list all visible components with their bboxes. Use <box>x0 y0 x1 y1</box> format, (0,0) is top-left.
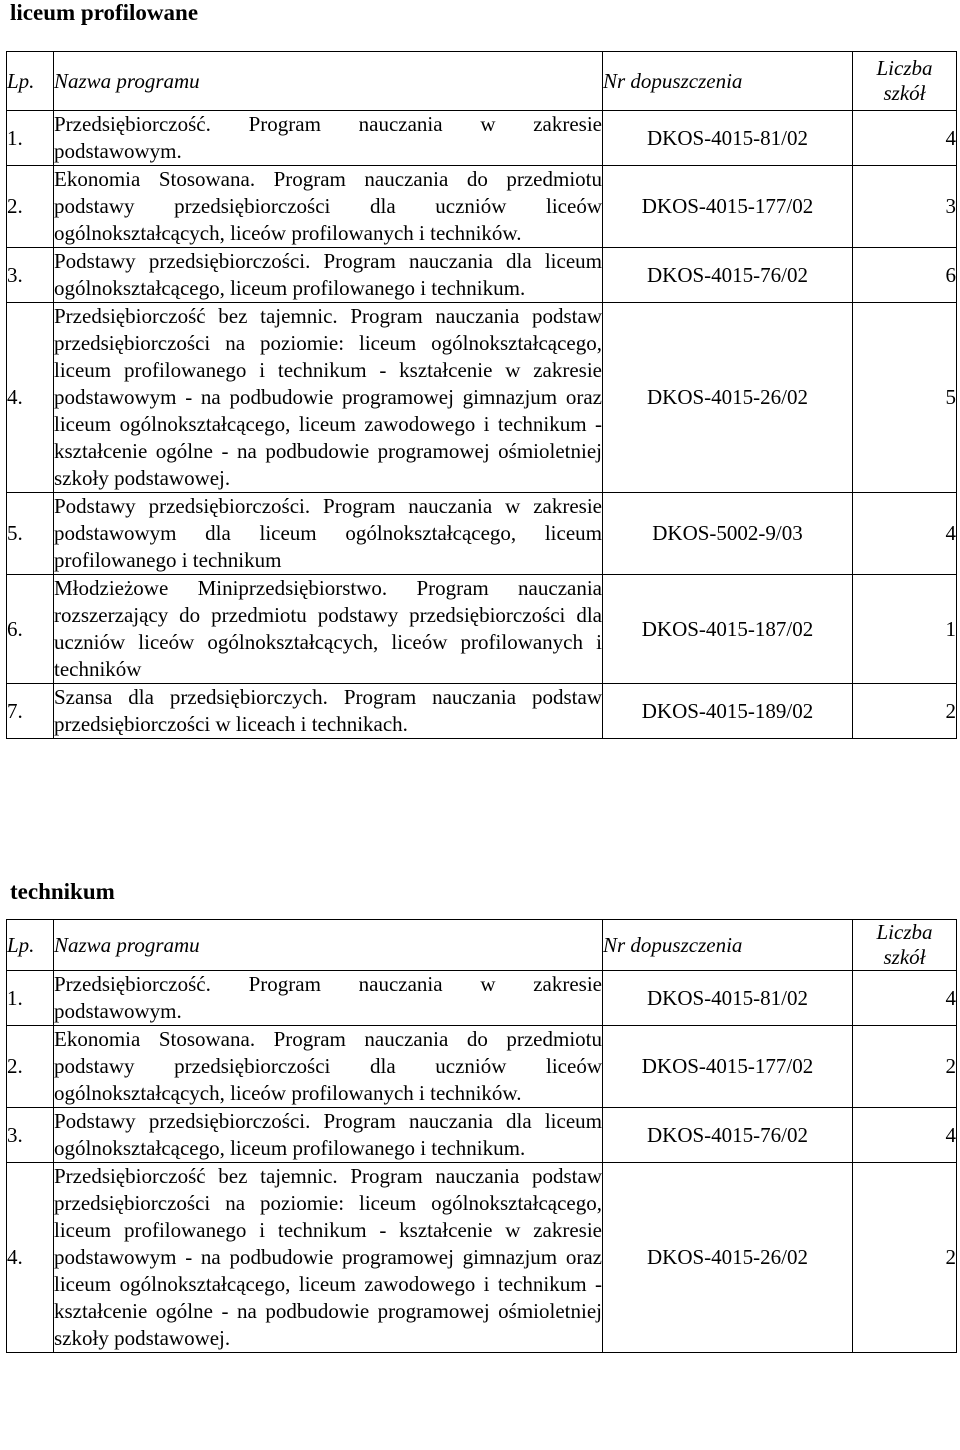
row-nr: DKOS-4015-81/02 <box>603 111 853 166</box>
row-count: 2 <box>853 1163 957 1353</box>
row-count: 4 <box>853 111 957 166</box>
row-nr: DKOS-4015-26/02 <box>603 1163 853 1353</box>
programs-table-technikum <box>6 919 957 1353</box>
row-name-text: Przedsiębiorczość bez tajemnic. Program nauczania podstaw przedsiębiorczości na poziomie: liceum ogólnokształcącego, liceum profilowanego i technikum - kształcenie w zakresie podstawowym - na podbudowie programowej gimnazjum oraz liceum ogólnokształcącego, liceum zawodowego i technikum - kształcenie ogólne - na podbudowie programowej ośmioletniej szkoły podstawowej. <box>54 304 602 490</box>
header-lp: Lp. <box>7 52 54 111</box>
row-nr: DKOS-4015-189/02 <box>603 684 853 739</box>
row-name <box>54 971 603 1026</box>
row-count: 4 <box>853 971 957 1026</box>
header-nr: Nr dopuszczenia <box>603 52 853 111</box>
row-nr: DKOS-4015-76/02 <box>603 1108 853 1163</box>
row-nr: DKOS-5002-9/03 <box>603 493 853 575</box>
row-name <box>54 493 603 575</box>
row-lp: 3. <box>7 1108 54 1163</box>
table-row <box>7 166 957 248</box>
header-count <box>853 920 957 971</box>
table-row <box>7 111 957 166</box>
row-name-text: Przedsiębiorczość. Program nauczania w zakresie podstawowym. <box>54 112 602 163</box>
table-row <box>7 493 957 575</box>
row-lp: 3. <box>7 248 54 303</box>
section-title-liceum-profilowane: liceum profilowane <box>10 0 199 25</box>
row-name-text: Podstawy przedsiębiorczości. Program nauczania dla liceum ogólnokształcącego, liceum profilowanego i technikum. <box>54 1109 602 1160</box>
header-count-line2: szkół <box>883 81 926 105</box>
row-lp: 7. <box>7 684 54 739</box>
row-count: 2 <box>853 684 957 739</box>
row-name <box>54 684 603 739</box>
row-name <box>54 111 603 166</box>
row-name <box>54 166 603 248</box>
row-name-text: Przedsiębiorczość. Program nauczania w zakresie podstawowym. <box>54 972 602 1023</box>
row-name <box>54 575 603 684</box>
table-row <box>7 1108 957 1163</box>
section-title-technikum: technikum <box>10 879 115 904</box>
row-count: 5 <box>853 303 957 493</box>
row-lp: 5. <box>7 493 54 575</box>
header-count <box>853 52 957 111</box>
header-nr: Nr dopuszczenia <box>603 920 853 971</box>
header-name: Nazwa programu <box>54 52 603 111</box>
row-nr: DKOS-4015-26/02 <box>603 303 853 493</box>
row-count: 4 <box>853 493 957 575</box>
header-count-line2: szkół <box>883 945 926 969</box>
row-name-text: Ekonomia Stosowana. Program nauczania do przedmiotu podstawy przedsiębiorczości dla uczniów liceów ogólnokształcących, liceów profilowanych i techników. <box>54 167 602 245</box>
row-count: 6 <box>853 248 957 303</box>
table-row <box>7 248 957 303</box>
row-lp: 1. <box>7 971 54 1026</box>
programs-table-liceum-profilowane <box>6 51 957 739</box>
row-lp: 1. <box>7 111 54 166</box>
row-name <box>54 1026 603 1108</box>
row-name-text: Przedsiębiorczość bez tajemnic. Program nauczania podstaw przedsiębiorczości na poziomie: liceum ogólnokształcącego, liceum profilowanego i technikum - kształcenie w zakresie podstawowym - na podbudowie programowej gimnazjum oraz liceum ogólnokształcącego, liceum zawodowego i technikum - kształcenie ogólne - na podbudowie programowej ośmioletniej szkoły podstawowej. <box>54 1164 602 1350</box>
row-name <box>54 1108 603 1163</box>
row-lp: 4. <box>7 1163 54 1353</box>
row-count: 3 <box>853 166 957 248</box>
row-lp: 2. <box>7 166 54 248</box>
table-row <box>7 971 957 1026</box>
row-name <box>54 1163 603 1353</box>
row-name <box>54 303 603 493</box>
table-row <box>7 1026 957 1108</box>
row-nr: DKOS-4015-177/02 <box>603 166 853 248</box>
row-count: 1 <box>853 575 957 684</box>
row-nr: DKOS-4015-187/02 <box>603 575 853 684</box>
row-nr: DKOS-4015-76/02 <box>603 248 853 303</box>
row-name-text: Podstawy przedsiębiorczości. Program nauczania w zakresie podstawowym dla liceum ogólnokształcącego, liceum profilowanego i technikum <box>54 494 602 572</box>
row-lp: 2. <box>7 1026 54 1108</box>
header-name: Nazwa programu <box>54 920 603 971</box>
row-name-text: Ekonomia Stosowana. Program nauczania do przedmiotu podstawy przedsiębiorczości dla uczniów liceów ogólnokształcących, liceów profilowanych i techników. <box>54 1027 602 1105</box>
header-lp: Lp. <box>7 920 54 971</box>
row-nr: DKOS-4015-177/02 <box>603 1026 853 1108</box>
row-name-text: Szansa dla przedsiębiorczych. Program nauczania podstaw przedsiębiorczości w liceach i technikach. <box>54 685 602 736</box>
table-row <box>7 1163 957 1353</box>
table-header-row <box>7 920 957 971</box>
table-row <box>7 684 957 739</box>
table-row <box>7 303 957 493</box>
row-lp: 6. <box>7 575 54 684</box>
row-name-text: Podstawy przedsiębiorczości. Program nauczania dla liceum ogólnokształcącego, liceum profilowanego i technikum. <box>54 249 602 300</box>
row-name <box>54 248 603 303</box>
row-name-text: Młodzieżowe Miniprzedsiębiorstwo. Program nauczania rozszerzający do przedmiotu podstawy przedsiębiorczości dla uczniów liceów ogólnokształcących, liceów profilowanych i techników <box>54 576 602 681</box>
row-count: 4 <box>853 1108 957 1163</box>
row-nr: DKOS-4015-81/02 <box>603 971 853 1026</box>
row-count: 2 <box>853 1026 957 1108</box>
table-header-row <box>7 52 957 111</box>
header-count-line1: Liczba <box>876 56 933 80</box>
row-lp: 4. <box>7 303 54 493</box>
header-count-line1: Liczba <box>876 920 933 944</box>
table-row <box>7 575 957 684</box>
